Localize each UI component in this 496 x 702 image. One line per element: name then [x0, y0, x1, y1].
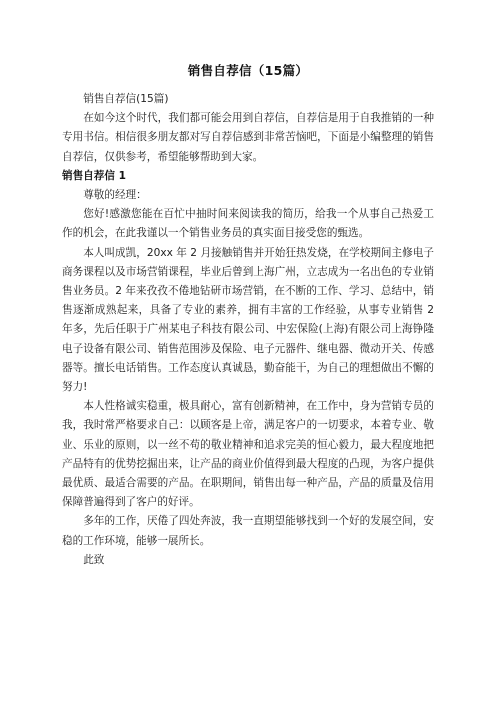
subtitle-paragraph: 销售自荐信(15篇): [83, 93, 169, 105]
document-title: 销售自荐信（15篇）: [187, 63, 309, 78]
section-heading: 销售自荐信 1: [62, 169, 127, 182]
body-paragraph-1: 您好!感激您能在百忙中抽时间来阅读我的简历，给我一个从事自己热爱工作的机会，在此我谨以一个销售业务员的真实面目接受您的甄选。: [62, 208, 434, 240]
document-body: [62, 90, 434, 570]
intro-paragraph: 在如今这个时代，我们都可能会用到自荐信，自荐信是用于自我推销的一种专用书信。相信很多朋友都对写自荐信感到非常苦恼吧，下面是小编整理的销售自荐信，仅供参考，希望能够帮助到大家。: [62, 112, 434, 163]
body-paragraph-2: 本人叫成凯，20xx 年 2 月接触销售并开始狂热发烧，在学校期间主修电子商务课程以及市场营销课程，毕业后曾到上海广州，立志成为一名出色的专业销售业务员。2 年来孜孜不倦地钻研市场营销，在不断的工作、学习、总结中，销售逐渐成熟起来，具备了专业的素养，拥有丰富的工作经验，从事专业销售 2 年多，先后任职于广州某电子科技有限公司、中宏保险(上海)有限公司上海铮隆电子设备有限公司、销售范围涉及保险、电子元器件、继电器、微动开关、传感器等。擅长电话销售。工作态度认真诚恳，勤奋能干，为自己的理想做出不懈的努力!: [62, 246, 434, 394]
body-paragraph-3: 本人性格诚实稳重，极具耐心，富有创新精神，在工作中，身为营销专员的我，我时常严格要求自己：以顾客是上帝，满足客户的一切要求，本着专业、敬业、乐业的原则，以一丝不苟的敬业精神和追求完美的恒心毅力，最大程度地把产品特有的优势挖掘出来，让产品的商业价值得到最大程度的凸现，为客户提供最优质、最适合需要的产品。在职期间，销售出每一种产品，产品的质量及信用保障普遍得到了客户的好评。: [62, 400, 434, 509]
body-paragraph-4: 多年的工作，厌倦了四处奔波，我一直期望能够找到一个好的发展空间，安稳的工作环境，能够一展所长。: [62, 515, 434, 547]
salutation: 尊敬的经理：: [83, 189, 147, 202]
closing: 此致: [83, 553, 105, 566]
